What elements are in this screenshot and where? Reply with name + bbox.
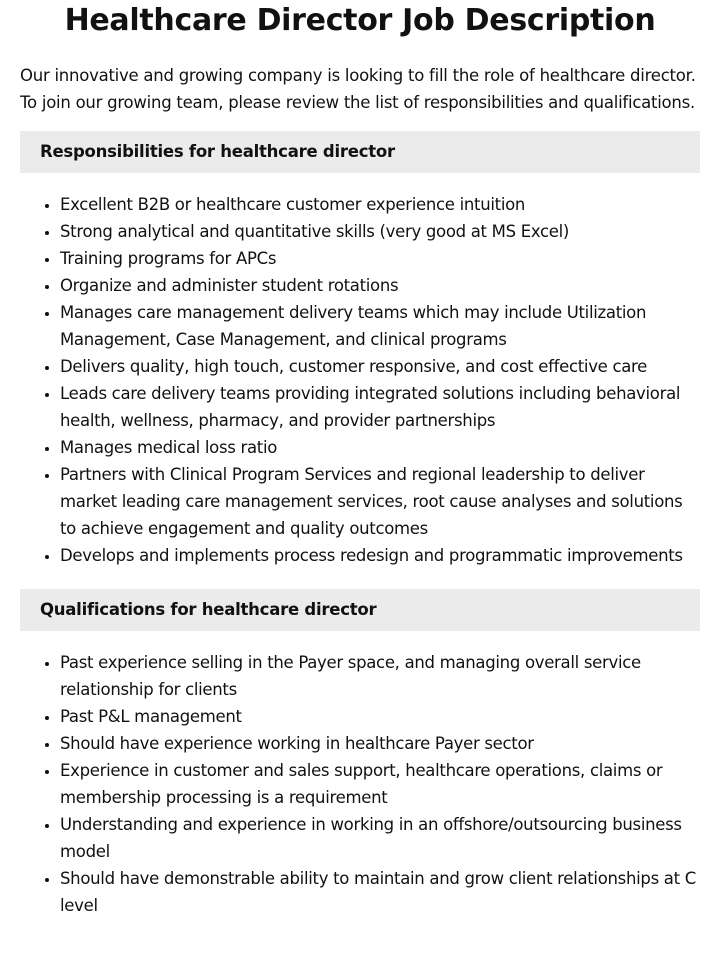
list-item: • Delivers quality, high touch, customer responsive, and cost effective care <box>60 353 700 380</box>
list-item: • Understanding and experience in working in an offshore/outsourcing business model <box>60 811 700 865</box>
list-item: • Experience in customer and sales support, healthcare operations, claims or membership processing is a requirement <box>60 757 700 811</box>
list-item: • Excellent B2B or healthcare customer experience intuition <box>60 191 700 218</box>
qualifications-list <box>20 649 700 919</box>
page-title: Healthcare Director Job Description <box>64 3 656 38</box>
list-item: • Strong analytical and quantitative skills (very good at MS Excel) <box>60 218 700 245</box>
list-item: • Leads care delivery teams providing integrated solutions including behavioral health, wellness, pharmacy, and provider partnerships <box>60 380 700 434</box>
list-item: • Organize and administer student rotations <box>60 272 700 299</box>
responsibilities-heading: Responsibilities for healthcare director <box>20 131 700 173</box>
responsibilities-list <box>20 191 700 569</box>
list-item: • Should have experience working in healthcare Payer sector <box>60 730 700 757</box>
list-item: • Develops and implements process redesign and programmatic improvements <box>60 542 700 569</box>
list-item: • Training programs for APCs <box>60 245 700 272</box>
intro-paragraph: Our innovative and growing company is looking to fill the role of healthcare director. To join our growing team, please review the list of responsibilities and qualifications. <box>20 66 696 112</box>
list-item: • Past experience selling in the Payer space, and managing overall service relationship for clients <box>60 649 700 703</box>
list-item: • Should have demonstrable ability to maintain and grow client relationships at C level <box>60 865 700 919</box>
qualifications-heading: Qualifications for healthcare director <box>20 589 700 631</box>
list-item: • Past P&L management <box>60 703 700 730</box>
list-item: • Manages care management delivery teams which may include Utilization Management, Case Management, and clinical programs <box>60 299 700 353</box>
list-item: • Partners with Clinical Program Services and regional leadership to deliver market leading care management services, root cause analyses and solutions to achieve engagement and quality outcomes <box>60 461 700 542</box>
list-item: • Manages medical loss ratio <box>60 434 700 461</box>
